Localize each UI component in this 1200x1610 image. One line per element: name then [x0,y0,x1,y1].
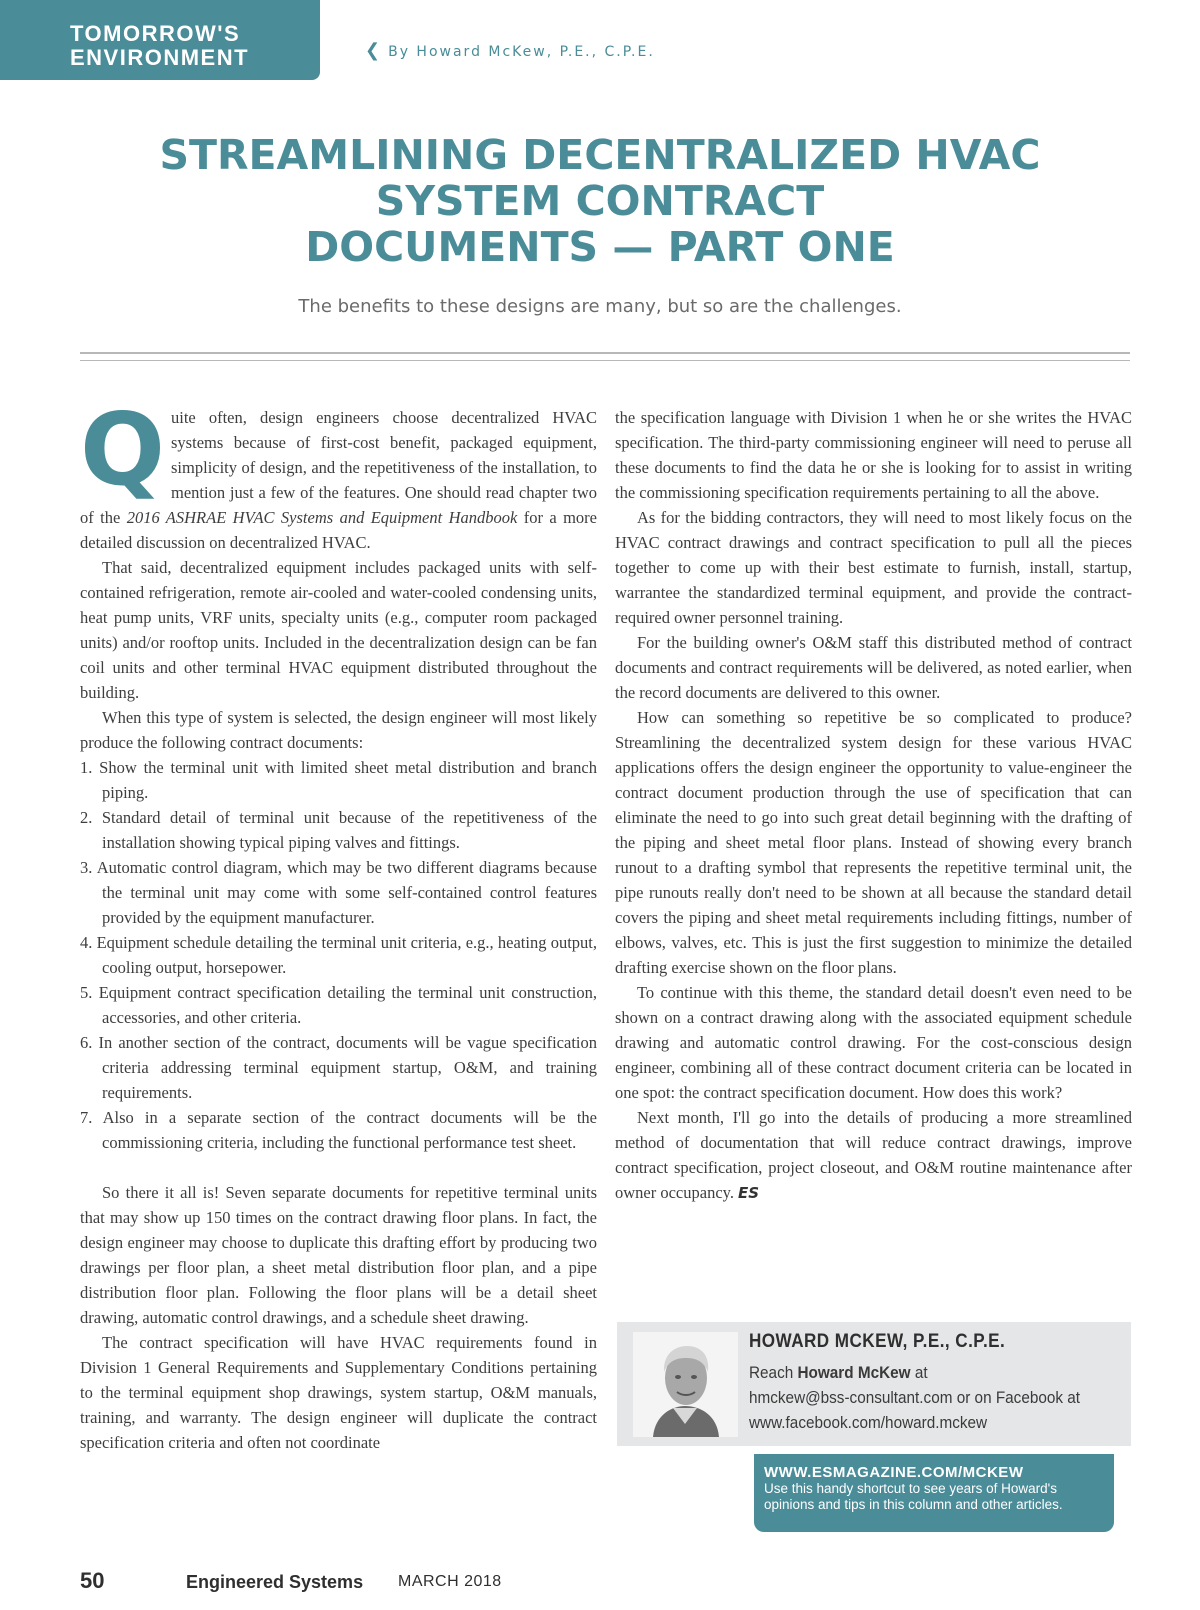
article-column-right [615,405,1132,1206]
page-number: 50 [80,1568,105,1593]
reach-suffix: at [910,1363,928,1382]
reach-prefix: Reach [749,1363,798,1382]
divider-rule [80,352,1130,354]
paragraph: When this type of system is selected, the design engineer will most likely produce the following contract documents: [80,708,597,752]
list-item: 7. Also in a separate section of the contract documents will be the commissioning criteria, including the functional performance test sheet. [80,1108,597,1152]
spacer [80,1155,597,1180]
byline-text: By Howard McKew, P.E., C.P.E. [388,44,655,60]
chevron-left-icon: ❮ [365,40,383,61]
paragraph: So there it all is! Seven separate documents for repetitive terminal units that may show up 150 times on the contract drawing floor plans. In fact, the design engineer may choose to duplicate this drafting effort by producing two drawings per floor plan, a sheet metal distribution floor plan, and a pipe distribution floor plan. Following the floor plans will be a detail sheet drawing, automatic control drawings, and a schedule sheet drawing. [80,1183,597,1327]
author-facebook-link[interactable]: www.facebook.com/howard.mckew [749,1413,988,1432]
section-label-line2: ENVIRONMENT [70,45,250,70]
article-column-left [80,391,597,1455]
paragraph: To continue with this theme, the standard detail doesn't even need to be shown on a contract drawing along with the associated equipment schedule drawing and automatic control drawing. For the cost-conscious design engineer, combining all of these contract document criteria can be located in one spot: the contract specification document. How does this work? [615,983,1132,1102]
paragraph: As for the bidding contractors, they will need to most likely focus on the HVAC contract drawings and contract specification to pull all the pieces together to come up with their best estimate to furnish, install, startup, warrantee the standardized terminal equipment, and provide the contract-required owner personnel training. [615,508,1132,627]
author-photo [633,1332,738,1437]
divider-rule-thin [80,360,1130,361]
author-contact [749,1360,1109,1435]
closing-paragraph [615,1105,1132,1206]
reach-name: Howard McKew [797,1363,911,1382]
article-title [100,132,1100,270]
paragraph: That said, decentralized equipment includes packaged units with self-contained refrigeration, remote air-cooled and water-cooled condensing units, heat pump units, VRF units, specialty units (e.g., computer room packaged units) and/or rooftop units. Included in the decentralization design can be fan coil units and other terminal HVAC equipment distributed throughout the building. [80,558,597,702]
column-archive-box[interactable] [754,1454,1114,1532]
paragraph: How can something so repetitive be so complicated to produce? Streamlining the decentralized system design for these various HVAC applications offers the design engineer the opportunity to value-engineer the contract document production through the use of specification that can eliminate the need to go into such great detail beginning with the drafting of the piping and sheet metal floor plans. Instead of showing every branch runout to a drafting symbol that represents the repetitive terminal unit, the pipe runouts really don't need to be shown at all because the standard detail covers the piping and sheet metal requirements including fittings, number of elbows, valves, etc. This is just the first suggestion to minimize the detailed drafting exercise shown on the floor plans. [615,708,1132,977]
author-email-link[interactable]: hmckew@bss-consultant.com or on Facebook at [749,1388,1081,1407]
author-portrait-icon [633,1332,738,1437]
list-item: 1. Show the terminal unit with limited sheet metal distribution and branch piping. [80,758,597,802]
title-line-3: DOCUMENTS — PART ONE [305,223,895,271]
paragraph: The contract specification will have HVAC requirements found in Division 1 General Requirements and Supplementary Conditions pertaining to the terminal equipment shop drawings, system startup, O&M manuals, training, and warranty. The design engineer will duplicate the contract specification criteria and often not coordinate [80,1333,597,1452]
reach-line [749,1360,1109,1385]
contract-documents-list [80,755,597,1155]
byline [365,40,655,61]
archive-description: Use this handy shortcut to see years of Howard's opinions and tips in this column and other articles. [764,1481,1063,1512]
title-line-1: STREAMLINING DECENTRALIZED HVAC [159,131,1041,179]
intro-text-end: for a more detailed discussion on decentralized HVAC. [80,508,597,552]
author-name: HOWARD MCKEW, P.E., C.P.E. [749,1331,1006,1352]
list-item: 5. Equipment contract specification detailing the terminal unit construction, accessories, and other criteria. [80,983,597,1027]
author-box [617,1322,1131,1446]
closing-text: Next month, I'll go into the details of producing a more streamlined method of documentation that will reduce contract drawings, improve contract specification, project closeout, and O&M routine maintenance after owner occupancy. [615,1108,1132,1202]
section-tab [0,0,320,80]
intro-text: uite often, design engineers choose decentralized HVAC systems because of first-cost benefit, packaged equipment, simplicity of design, and the repetitiveness of the installation, to mention just a few of the features. One should read chapter two of the [80,408,597,527]
list-item: 6. In another section of the contract, documents will be vague specification criteria addressing terminal equipment startup, O&M, and training requirements. [80,1033,597,1102]
magazine-name: Engineered Systems [186,1572,364,1592]
paragraph: For the building owner's O&M staff this distributed method of contract documents and contract requirements will be delivered, as noted earlier, when the record documents are delivered to this owner. [615,633,1132,702]
intro-paragraph [80,391,597,555]
es-end-mark: ES [737,1184,760,1202]
drop-cap: Q [80,391,166,508]
archive-url[interactable]: WWW.ESMAGAZINE.COM/MCKEW [764,1464,1024,1481]
issue-date: MARCH 2018 [398,1573,502,1590]
list-item: 4. Equipment schedule detailing the terminal unit criteria, e.g., heating output, cooling output, horsepower. [80,933,597,977]
title-line-2: SYSTEM CONTRACT [375,177,825,225]
article-subtitle: The benefits to these designs are many, but so are the challenges. [298,296,902,317]
list-item: 2. Standard detail of terminal unit because of the repetitiveness of the installation showing typical piping valves and fittings. [80,808,597,852]
list-item: 3. Automatic control diagram, which may be two different diagrams because the terminal unit may come with some self-contained control features provided by the equipment manufacturer. [80,858,597,927]
handbook-title: 2016 ASHRAE HVAC Systems and Equipment Handbook [126,508,518,527]
paragraph: the specification language with Division 1 when he or she writes the HVAC specification. The third-party commissioning engineer will need to peruse all these documents to find the data he or she is looking for to assist in writing the commissioning specification requirements pertaining to all the above. [615,408,1132,502]
section-label-line1: TOMORROW'S [70,21,241,46]
